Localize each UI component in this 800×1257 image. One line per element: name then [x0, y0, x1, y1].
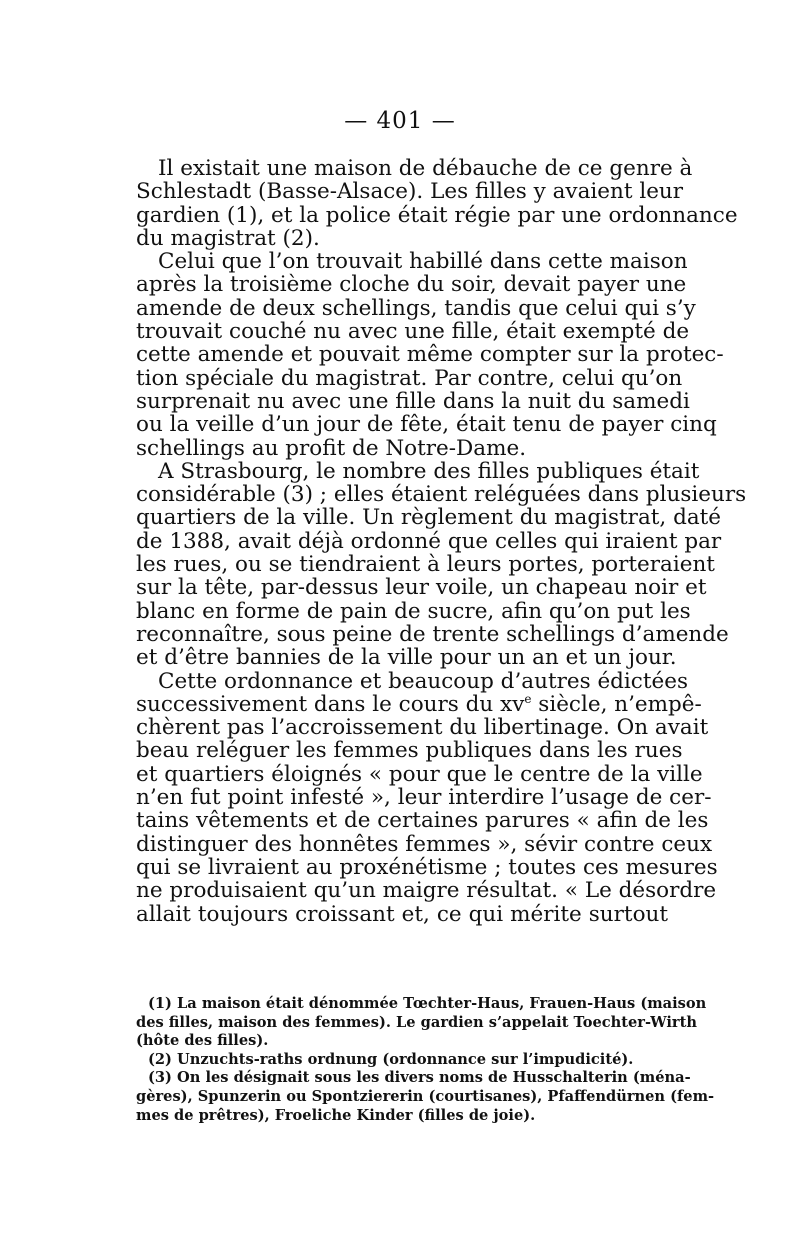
paragraph-amende	[136, 249, 724, 461]
footnote-line: (1) La maison était dénommée Tœchter-Haus, Frauen-Haus (maison	[148, 995, 707, 1012]
footnote-line: (3) On les désignait sous les divers noms de Husschalterin (ména-	[148, 1069, 691, 1087]
text-line: surprenait nu avec une fille dans la nuit du samedi	[136, 388, 690, 414]
main-text	[136, 156, 747, 927]
century-superscript: e	[524, 691, 532, 706]
text-line: Celui que l’on trouvait habillé dans cette maison	[158, 249, 688, 275]
footnote-line: (2) Unzuchts-raths ordnung (ordonnance sur l’impudicité).	[148, 1050, 634, 1068]
text-line: n’en fut point infesté », leur interdire l’usage de cer-	[136, 785, 712, 811]
footnote-line: (hôte des filles).	[136, 1032, 269, 1050]
text-line: A Strasbourg, le nombre des filles publiques était	[158, 458, 700, 484]
text-line: les rues, ou se tiendraient à leurs portes, porteraient	[136, 552, 715, 578]
text-line: blanc en forme de pain de sucre, afin qu’on put les	[136, 598, 691, 624]
text-line: trouvait couché nu avec une fille, était exempté de	[136, 319, 690, 345]
text-line: cette amende et pouvait même compter sur la protec-	[136, 342, 724, 368]
text-line: amende de deux schellings, tandis que celui qui s’y	[136, 295, 696, 321]
text-line: après la troisième cloche du soir, devait payer une	[136, 272, 687, 298]
text-line: et quartiers éloignés « pour que le centre de la ville	[136, 761, 703, 787]
footnote-1	[136, 995, 707, 1051]
text-line: tion spéciale du magistrat. Par contre, celui qu’on	[136, 365, 683, 391]
text-line: schellings au profit de Notre-Dame.	[136, 435, 527, 461]
page-number: — 401 —	[344, 108, 456, 134]
footnote-line: des filles, maison des femmes). Le gardien s’appelait Toechter-Wirth	[136, 1013, 697, 1031]
footnotes	[136, 995, 715, 1125]
text-line: quartiers de la ville. Un règlement du magistrat, daté	[136, 505, 722, 531]
text-line: et d’être bannies de la ville pour un an et un jour.	[136, 645, 677, 671]
text-line: Cette ordonnance et beaucoup d’autres édictées	[158, 668, 688, 694]
text-line: du magistrat (2).	[136, 225, 320, 251]
text-line: tains vêtements et de certaines parures « afin de les	[136, 808, 709, 834]
text-line: Schlestadt (Basse-Alsace). Les filles y avaient leur	[136, 179, 684, 205]
paragraph-strasbourg	[136, 458, 747, 671]
paragraph-schlestadt	[136, 156, 738, 251]
text-line: ne produisaient qu’un maigre résultat. « Le désordre	[136, 878, 717, 904]
text-segment: siècle, n’empê-	[531, 691, 702, 717]
text-line: qui se livraient au proxénétisme ; toutes ces mesures	[136, 854, 718, 880]
text-line: sur la tête, par-dessus leur voile, un chapeau noir et	[136, 575, 707, 601]
text-line: gardien (1), et la police était régie par une ordonnance	[136, 202, 738, 228]
text-line: ou la veille d’un jour de fête, était tenu de payer cinq	[136, 412, 717, 438]
footnote-line: gères), Spunzerin ou Spontziererin (courtisanes), Pfaffendürnen (fem-	[136, 1087, 715, 1105]
text-segment: successivement dans le cours du xv	[136, 691, 525, 717]
text-line: considérable (3) ; elles étaient reléguées dans plusieurs	[136, 482, 747, 508]
text-line: allait toujours croissant et, ce qui mérite surtout	[136, 901, 668, 927]
footnote-line: mes de prêtres), Froeliche Kinder (filles de joie).	[136, 1106, 536, 1124]
text-line: beau reléguer les femmes publiques dans les rues	[136, 738, 683, 764]
text-line: distinguer des honnêtes femmes », sévir contre ceux	[136, 831, 713, 857]
text-line: chèrent pas l’accroissement du libertinage. On avait	[136, 715, 709, 741]
text-line	[136, 691, 702, 717]
text-line: reconnaître, sous peine de trente schellings d’amende	[136, 621, 729, 647]
paragraph-ordonnance	[136, 668, 718, 927]
footnote-3	[136, 1069, 715, 1125]
text-line: Il existait une maison de débauche de ce genre à	[158, 156, 693, 181]
footnote-2	[136, 1051, 668, 1070]
text-line: de 1388, avait déjà ordonné que celles qui iraient par	[136, 528, 722, 554]
